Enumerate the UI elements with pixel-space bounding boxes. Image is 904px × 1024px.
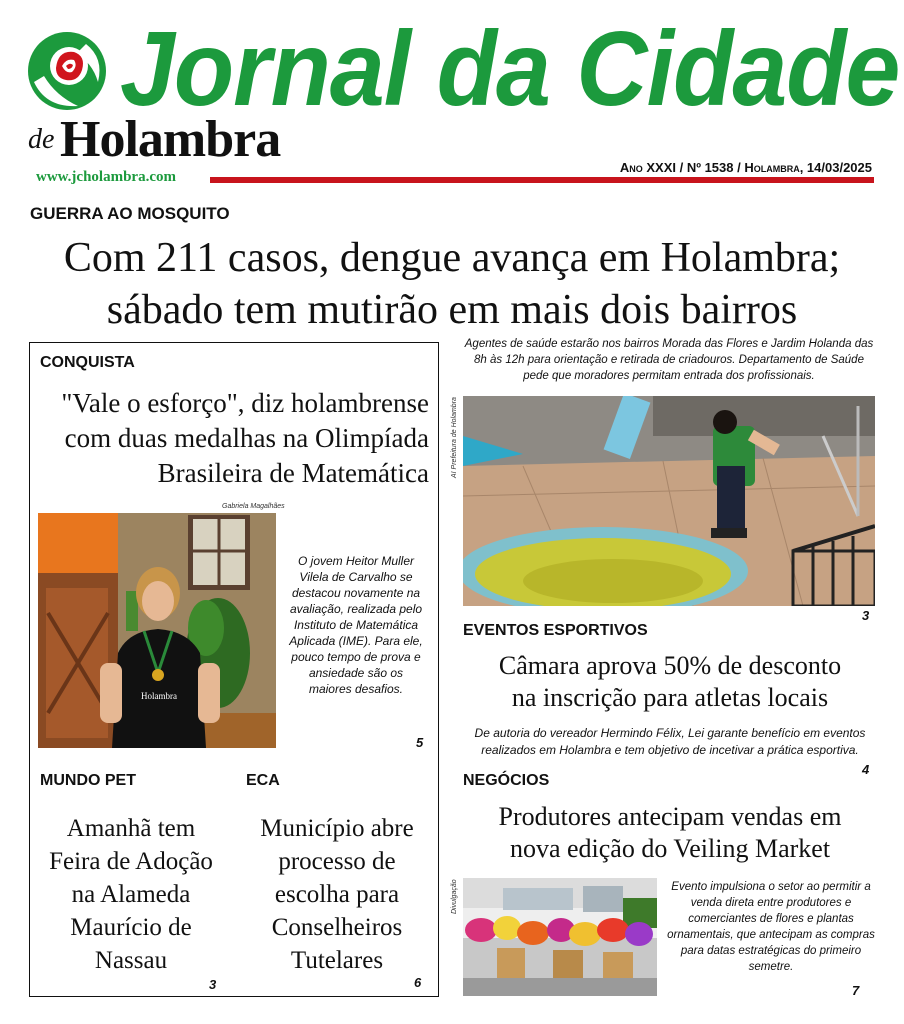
- negocios-photo[interactable]: [463, 878, 657, 996]
- pet-headline-line: Nassau: [94, 947, 168, 974]
- lead-photo-credit: AI Prefeitura de Holambra: [451, 397, 458, 478]
- esportes-headline-line: na inscrição para atletas locais: [511, 683, 829, 712]
- page-ref[interactable]: 3: [862, 608, 870, 623]
- website-link[interactable]: www.jcholambra.com: [36, 169, 176, 185]
- lead-photo[interactable]: [463, 396, 875, 606]
- pet-headline-line: na Alameda: [71, 881, 191, 908]
- conquista-summary: O jovem Heitor Muller Vilela de Carvalho se destacou novamente na avaliação, realizada pelo Instituto de Matemática Aplicada (IME). Para ele, pouco tempo de prova e ansiedade são os maiores desafios.: [289, 554, 423, 696]
- negocios-headline[interactable]: [460, 801, 880, 865]
- pet-headline[interactable]: [36, 812, 226, 977]
- pet-headline-line: Maurício de: [70, 914, 192, 941]
- conquista-kicker: CONQUISTA: [40, 354, 135, 371]
- page-ref[interactable]: 5: [416, 735, 424, 750]
- page-ref[interactable]: 6: [414, 975, 422, 990]
- conquista-photo-credit: Gabriela Magalhães: [222, 503, 285, 510]
- eca-headline-line: escolha para: [274, 881, 400, 908]
- esportes-summary: De autoria do vereador Hermindo Félix, Lei garante benefício em eventos realizados em Holambra e tem objetivo de incetivar a prática esportiva.: [474, 726, 866, 757]
- conquista-photo[interactable]: [38, 513, 276, 748]
- negocios-headline-line: nova edição do Veiling Market: [509, 834, 831, 863]
- eca-headline-line: processo de: [278, 848, 396, 875]
- masthead-title[interactable]: Jornal da Cidade: [120, 10, 900, 128]
- lead-headline[interactable]: [20, 232, 884, 336]
- lead-headline-line: Com 211 casos, dengue avança em Holambra;: [63, 235, 841, 281]
- edition-line: Ano XXXI / Nº 1538 / Holambra, 14/03/2025: [619, 160, 872, 175]
- rose-logo-icon: [26, 30, 108, 112]
- esportes-kicker: EVENTOS ESPORTIVOS: [463, 622, 648, 639]
- eca-kicker: ECA: [246, 772, 280, 789]
- esportes-headline[interactable]: [460, 650, 880, 714]
- conquista-headline-line: com duas medalhas na Olimpíada: [64, 423, 429, 453]
- eca-headline-line: Município abre: [260, 815, 414, 842]
- shirt-text: Holambra: [141, 691, 177, 701]
- negocios-headline-line: Produtores antecipam vendas em: [498, 802, 842, 831]
- conquista-headline-line: "Vale o esforço", diz holambrense: [61, 388, 429, 418]
- masthead-de: de: [28, 124, 55, 155]
- masthead-city: Holambra: [60, 111, 281, 168]
- negocios-photo-credit: Divulgação: [451, 879, 458, 914]
- pet-headline-line: Amanhã tem: [66, 815, 196, 842]
- lead-kicker: GUERRA AO MOSQUITO: [30, 204, 230, 223]
- esportes-headline-line: Câmara aprova 50% de desconto: [498, 651, 842, 680]
- eca-headline-line: Tutelares: [290, 947, 384, 974]
- conquista-headline[interactable]: [45, 386, 429, 491]
- negocios-summary: Evento impulsiona o setor ao permitir a venda direta entre produtores e comerciantes de flores e plantas ornamentais, que antecipam as compras para datas estratégicas do primeiro semetre.: [667, 881, 875, 973]
- page-ref[interactable]: 3: [209, 977, 217, 992]
- lead-caption: Agentes de saúde estarão nos bairros Morada das Flores e Jardim Holanda das 8h às 12h para orientação e retirada de criadouros. Departamento de Saúde pede que moradores permitam entrada dos profissionais.: [464, 338, 874, 382]
- eca-headline-line: Conselheiros: [271, 914, 403, 941]
- conquista-headline-line: Brasileira de Matemática: [157, 458, 429, 488]
- lead-headline-line: sábado tem mutirão em mais dois bairros: [106, 287, 798, 333]
- pet-headline-line: Feira de Adoção: [49, 848, 213, 875]
- negocios-kicker: NEGÓCIOS: [463, 772, 550, 789]
- eca-headline[interactable]: [244, 812, 430, 977]
- page-ref[interactable]: 4: [862, 762, 870, 777]
- masthead-divider: [210, 177, 874, 183]
- page-ref[interactable]: 7: [852, 983, 860, 998]
- pet-kicker: MUNDO PET: [40, 772, 136, 789]
